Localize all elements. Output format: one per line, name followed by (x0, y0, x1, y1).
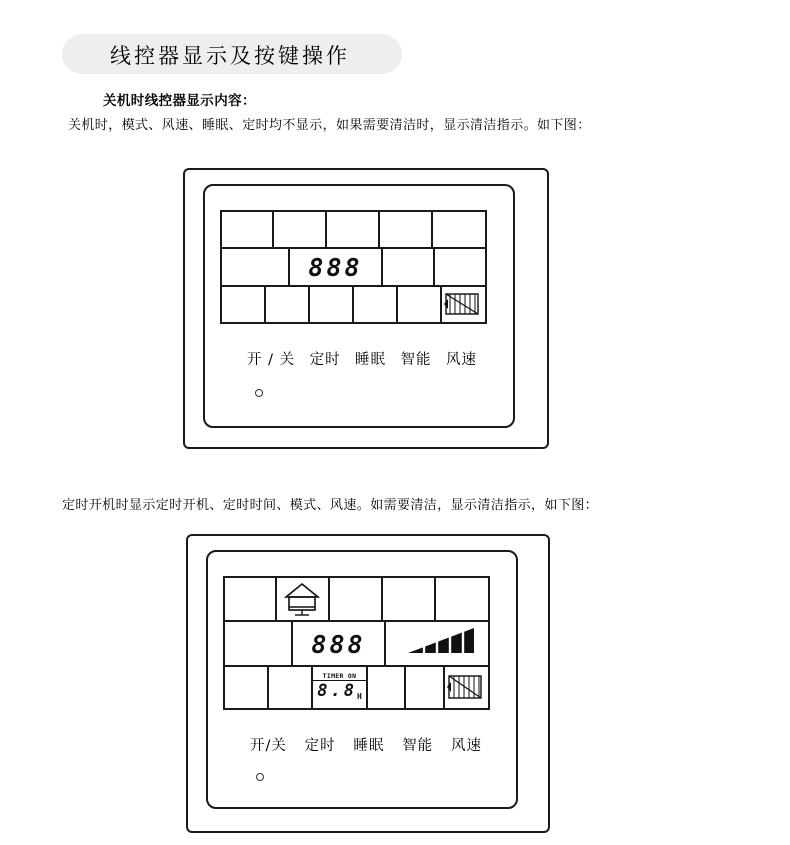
button-smart[interactable]: 智能 (400, 352, 432, 368)
button-fan-speed[interactable]: 风速 (450, 738, 482, 754)
controller-off-lcd (220, 210, 487, 324)
lcd-cell (326, 211, 379, 248)
lcd-cell (382, 248, 434, 286)
subheading: 关机时线控器显示内容： (103, 93, 256, 109)
lcd-cell (379, 211, 432, 248)
lcd-cell (221, 286, 265, 323)
lcd-cell (265, 286, 309, 323)
lcd-cell (329, 577, 382, 621)
lcd-row-middle (224, 621, 489, 666)
lcd-cell (221, 248, 289, 286)
button-timer[interactable]: 定时 (309, 352, 341, 368)
led-indicator (256, 773, 264, 781)
lcd-cell (224, 666, 268, 709)
button-smart[interactable]: 智能 (402, 738, 434, 754)
lcd-cell (309, 286, 353, 323)
lcd-cell-main-digits (292, 621, 385, 666)
lcd-cell (382, 577, 435, 621)
paragraph-off-mode: 关机时，模式、风速、睡眠、定时均不显示，如果需要清洁时，显示清洁指示。如下图： (68, 118, 591, 133)
lcd-cell (397, 286, 441, 323)
lcd-cell-clean-icon (441, 286, 486, 323)
lcd-cell (221, 211, 273, 248)
home-mode-icon (277, 578, 327, 620)
lcd-row-top (221, 211, 486, 248)
controller-off-inner-panel (203, 184, 515, 428)
lcd-cell-main-digits (289, 248, 382, 286)
button-power[interactable]: 开/关 (250, 738, 287, 754)
button-sleep[interactable]: 睡眠 (353, 738, 385, 754)
lcd-cell (367, 666, 405, 709)
lcd-cell (434, 248, 486, 286)
lcd-cell (268, 666, 312, 709)
clean-filter-icon (445, 667, 488, 708)
lcd-row-bottom (224, 666, 489, 709)
main-digits-timer: 888 (311, 630, 366, 659)
lcd-cell (432, 211, 486, 248)
lcd-cell (273, 211, 326, 248)
controller-timer-inner-panel (206, 550, 518, 809)
lcd-cell-fan-bars (385, 621, 489, 666)
lcd-cell (224, 577, 276, 621)
controller-off-outer-case (183, 168, 549, 449)
lcd-row-bottom (221, 286, 486, 323)
button-fan-speed[interactable]: 风速 (445, 352, 477, 368)
button-power[interactable]: 开 / 关 (247, 352, 296, 368)
timer-unit: H (356, 692, 362, 701)
button-timer[interactable]: 定时 (304, 738, 336, 754)
lcd-row-top (224, 577, 489, 621)
button-sleep[interactable]: 睡眠 (355, 352, 387, 368)
clean-filter-icon (442, 287, 485, 322)
timer-on-label: TIMER ON (313, 672, 366, 681)
controller-timer-lcd (223, 576, 490, 710)
lcd-cell-timer-display (312, 666, 367, 709)
lcd-cell (435, 577, 489, 621)
fan-speed-bars-icon (386, 622, 486, 665)
lcd-cell (353, 286, 397, 323)
controller-timer-outer-case (186, 534, 550, 833)
lcd-cell-clean-icon (444, 666, 489, 709)
lcd-cell-mode-icon (276, 577, 329, 621)
lcd-row-middle (221, 248, 486, 286)
controller-off-button-row (247, 348, 477, 369)
section-title: 线控器显示及按键操作 (110, 44, 350, 68)
timer-digits: 8.8 (317, 681, 357, 701)
main-digits-off: 888 (308, 253, 363, 282)
lcd-cell (405, 666, 444, 709)
controller-timer-button-row (250, 734, 482, 755)
paragraph-timer-on: 定时开机时显示定时开机、定时时间、模式、风速。如需要清洁，显示清洁指示，如下图： (62, 498, 599, 513)
lcd-cell (224, 621, 292, 666)
led-indicator (255, 389, 263, 397)
